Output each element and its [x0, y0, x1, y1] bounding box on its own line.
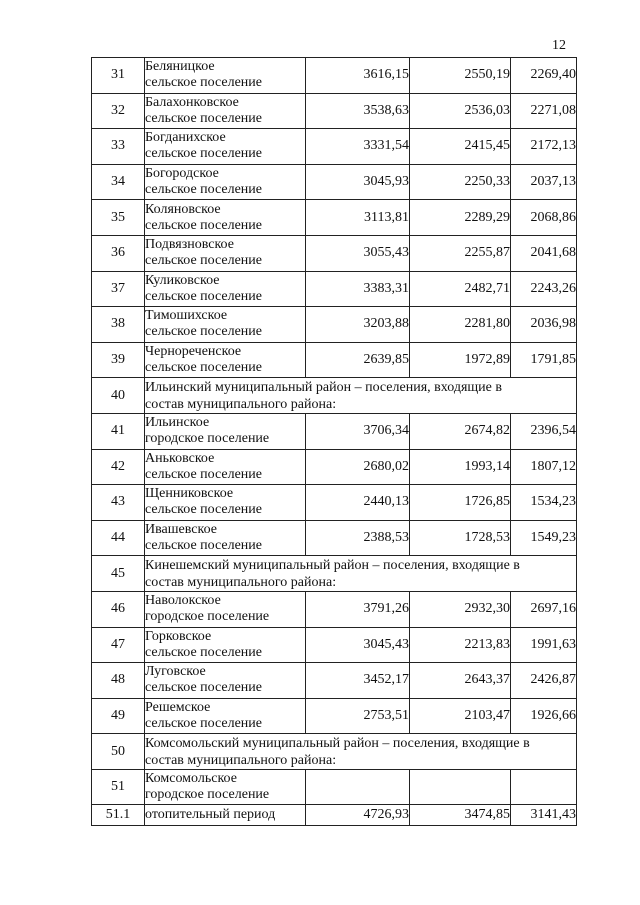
value-col-3: 1549,23	[511, 520, 577, 556]
name-line-2: сельское поселение	[145, 75, 262, 91]
name-line-2: сельское поселение	[145, 502, 262, 518]
name-line-1: Ильинское	[145, 415, 210, 431]
name-line-2: сельское поселение	[145, 680, 262, 696]
table-row	[92, 342, 577, 378]
name-line-1: Богородское	[145, 166, 219, 182]
name-line-1: Наволокское	[145, 593, 221, 609]
value-col-3: 1991,63	[511, 627, 577, 663]
period-name: отопительный период	[145, 805, 306, 826]
value-col-3: 2037,13	[511, 164, 577, 200]
value-col-3	[511, 769, 577, 805]
name-line-2: сельское поселение	[145, 182, 262, 198]
name-line-2: городское поселение	[145, 431, 270, 447]
value-col-3: 2697,16	[511, 591, 577, 627]
value-col-3: 2041,68	[511, 235, 577, 271]
row-number: 43	[92, 485, 145, 521]
row-number: 40	[92, 378, 145, 414]
name-line-1: Кинешемский муниципальный район – поселения, входящие в	[145, 557, 520, 573]
name-line-2: городское поселение	[145, 609, 270, 625]
name-line-1: Комсомольский муниципальный район – поселения, входящие в	[145, 735, 530, 751]
value-col-1: 3452,17	[306, 663, 410, 699]
name-line-1: Беляницкое	[145, 59, 215, 75]
name-line-2: сельское поселение	[145, 146, 262, 162]
name-line-2: сельское поселение	[145, 217, 262, 233]
value-col-1: 3383,31	[306, 271, 410, 307]
settlement-name	[145, 627, 306, 663]
value-col-2: 2250,33	[410, 164, 511, 200]
table-row	[92, 556, 577, 592]
name-line-1: Ивашевское	[145, 522, 217, 538]
district-section-heading	[145, 378, 577, 414]
value-col-1: 2753,51	[306, 698, 410, 734]
row-number: 50	[92, 734, 145, 770]
row-number: 51.1	[92, 805, 145, 826]
row-number: 41	[92, 413, 145, 449]
row-number: 48	[92, 663, 145, 699]
name-line-2: состав муниципального района:	[145, 396, 337, 412]
name-line-1: Щенниковское	[145, 486, 234, 502]
settlement-name	[145, 520, 306, 556]
value-col-2: 2289,29	[410, 200, 511, 236]
tariff-table-body	[92, 58, 577, 826]
row-number: 38	[92, 307, 145, 343]
value-col-3: 2036,98	[511, 307, 577, 343]
value-col-1: 4726,93	[306, 805, 410, 826]
value-col-3: 3141,43	[511, 805, 577, 826]
value-col-1: 3045,43	[306, 627, 410, 663]
name-line-2: сельское поселение	[145, 538, 262, 554]
table-row	[92, 485, 577, 521]
value-col-3: 1807,12	[511, 449, 577, 485]
table-row	[92, 449, 577, 485]
name-line-2: сельское поселение	[145, 288, 262, 304]
settlement-name	[145, 271, 306, 307]
name-line-2: сельское поселение	[145, 324, 262, 340]
table-row	[92, 378, 577, 414]
value-col-2: 2482,71	[410, 271, 511, 307]
value-col-2: 2550,19	[410, 58, 511, 94]
value-col-1: 3113,81	[306, 200, 410, 236]
row-number: 35	[92, 200, 145, 236]
table-row	[92, 591, 577, 627]
value-col-2: 2255,87	[410, 235, 511, 271]
value-col-2: 2415,45	[410, 129, 511, 165]
table-row	[92, 520, 577, 556]
settlement-name	[145, 449, 306, 485]
value-col-1: 3045,93	[306, 164, 410, 200]
value-col-2: 1972,89	[410, 342, 511, 378]
value-col-2: 1993,14	[410, 449, 511, 485]
value-col-2	[410, 769, 511, 805]
name-line-1: Горковское	[145, 628, 212, 644]
value-col-2: 2643,37	[410, 663, 511, 699]
name-line-2: сельское поселение	[145, 644, 262, 660]
value-col-3: 2068,86	[511, 200, 577, 236]
value-col-1: 3538,63	[306, 93, 410, 129]
name-line-1: Балахонковское	[145, 94, 239, 110]
value-col-2: 1726,85	[410, 485, 511, 521]
value-col-3: 2172,13	[511, 129, 577, 165]
name-line-2: сельское поселение	[145, 466, 262, 482]
name-line-1: Комсомольское	[145, 771, 237, 787]
settlement-name	[145, 413, 306, 449]
name-line-2: сельское поселение	[145, 110, 262, 126]
value-col-2: 2674,82	[410, 413, 511, 449]
name-line-1: Луговское	[145, 664, 206, 680]
table-row	[92, 200, 577, 236]
district-section-heading	[145, 556, 577, 592]
table-row	[92, 413, 577, 449]
name-line-1: Тимошихское	[145, 308, 228, 324]
settlement-name	[145, 235, 306, 271]
settlement-name	[145, 164, 306, 200]
row-number: 47	[92, 627, 145, 663]
settlement-name	[145, 342, 306, 378]
row-number: 51	[92, 769, 145, 805]
name-line-1: Аньковское	[145, 450, 215, 466]
settlement-name	[145, 769, 306, 805]
settlement-name	[145, 58, 306, 94]
name-line-2: состав муниципального района:	[145, 752, 337, 768]
row-number: 33	[92, 129, 145, 165]
row-number: 32	[92, 93, 145, 129]
table-row	[92, 698, 577, 734]
value-col-3: 2426,87	[511, 663, 577, 699]
table-row	[92, 663, 577, 699]
settlement-name	[145, 698, 306, 734]
name-line-1: Куликовское	[145, 272, 220, 288]
value-col-3: 1534,23	[511, 485, 577, 521]
value-col-2: 3474,85	[410, 805, 511, 826]
value-col-1: 2680,02	[306, 449, 410, 485]
value-col-3: 2269,40	[511, 58, 577, 94]
name-line-2: сельское поселение	[145, 715, 262, 731]
row-number: 36	[92, 235, 145, 271]
value-col-3: 1791,85	[511, 342, 577, 378]
table-row	[92, 627, 577, 663]
settlement-name	[145, 307, 306, 343]
name-line-2: сельское поселение	[145, 253, 262, 269]
table-row	[92, 769, 577, 805]
value-col-1: 2388,53	[306, 520, 410, 556]
page-number: 12	[552, 38, 566, 53]
name-line-1: Коляновское	[145, 201, 221, 217]
value-col-1: 2639,85	[306, 342, 410, 378]
table-row	[92, 805, 577, 826]
value-col-3: 1926,66	[511, 698, 577, 734]
table-row	[92, 271, 577, 307]
value-col-1: 3616,15	[306, 58, 410, 94]
settlement-name	[145, 93, 306, 129]
settlement-name	[145, 591, 306, 627]
table-row	[92, 129, 577, 165]
name-line-1: Богданихское	[145, 130, 226, 146]
settlement-name	[145, 663, 306, 699]
row-number: 46	[92, 591, 145, 627]
row-number: 42	[92, 449, 145, 485]
value-col-2: 2213,83	[410, 627, 511, 663]
settlement-name	[145, 129, 306, 165]
name-line-1: Подвязновское	[145, 237, 234, 253]
tariff-table	[91, 57, 577, 826]
value-col-2: 2103,47	[410, 698, 511, 734]
settlement-name	[145, 200, 306, 236]
name-line-2: состав муниципального района:	[145, 574, 337, 590]
value-col-2: 2536,03	[410, 93, 511, 129]
name-line-2: сельское поселение	[145, 360, 262, 376]
row-number: 39	[92, 342, 145, 378]
name-line-1: Чернореченское	[145, 344, 242, 360]
row-number: 45	[92, 556, 145, 592]
table-row	[92, 307, 577, 343]
table-row	[92, 58, 577, 94]
name-line-2: городское поселение	[145, 787, 270, 803]
table-row	[92, 164, 577, 200]
value-col-1: 2440,13	[306, 485, 410, 521]
value-col-1: 3055,43	[306, 235, 410, 271]
table-row	[92, 93, 577, 129]
value-col-1: 3203,88	[306, 307, 410, 343]
value-col-3: 2271,08	[511, 93, 577, 129]
value-col-2: 1728,53	[410, 520, 511, 556]
row-number: 49	[92, 698, 145, 734]
row-number: 31	[92, 58, 145, 94]
table-row	[92, 235, 577, 271]
district-section-heading	[145, 734, 577, 770]
name-line-1: Решемское	[145, 699, 211, 715]
value-col-1: 3706,34	[306, 413, 410, 449]
value-col-2: 2932,30	[410, 591, 511, 627]
name-line-1: Ильинский муниципальный район – поселения, входящие в	[145, 379, 502, 395]
value-col-1: 3791,26	[306, 591, 410, 627]
value-col-1: 3331,54	[306, 129, 410, 165]
value-col-1	[306, 769, 410, 805]
value-col-3: 2243,26	[511, 271, 577, 307]
value-col-3: 2396,54	[511, 413, 577, 449]
settlement-name	[145, 485, 306, 521]
table-row	[92, 734, 577, 770]
row-number: 44	[92, 520, 145, 556]
value-col-2: 2281,80	[410, 307, 511, 343]
row-number: 37	[92, 271, 145, 307]
row-number: 34	[92, 164, 145, 200]
